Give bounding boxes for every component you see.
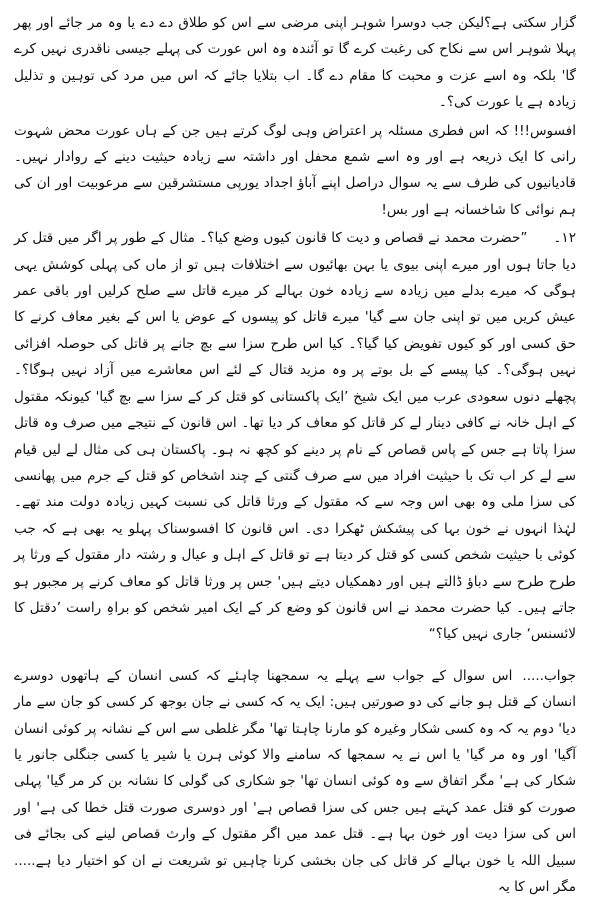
paragraph-1: گزار سکتی ہے؟لیکن جب دوسرا شوہر اپنی مرضی سے اس کو طلاق دے دے یا وہ مر جائے اور پھر پہلا شوہر اس سے نکاح کی رغبت کرے گا تو آئندہ وہ اس عورت کی پہلے جیسی ناقدری نہیں کرے گا' بلکہ وہ اسے عزت و محبت کا مقام دے گا۔ اب بتلایا جائے کہ اس میں مرد کی توہین و تذلیل زیادہ ہے یا عورت کی؟۔ [14,15,576,111]
section-gap [14,648,576,663]
answer-paragraph [14,663,576,900]
answer-text: اس سوال کے جواب سے پہلے یہ سمجھنا چاہئے کہ کسی انسان کے ہاتھوں دوسرے انسان کے قتل ہو جانے کی دو صورتیں ہیں: ایک یہ کہ کسی نے جان بوجھ کر کسی کو جان سے مار دیا' دوم یہ کہ وہ کسی شکار وغیرہ کو مارنا چاہتا تھا' مگر غلطی سے اس کے نشانہ پر کوئی انسان آگیا' اور وہ مر گیا' یا اس نے یہ سمجھا کہ سامنے والا کوئی ہرن یا شیر یا کسی جنگلی جانور یا شکار کی ہے' مگر اتفاق سے وہ کوئی انسان تھا' جو شکاری کی گولی کا نشانہ بن کر مر گیا' پہلی صورت کو قتل عمد کہتے ہیں جس کی سزا قصاص ہے' اور دوسری صورت قتل خطا کی ہے' اور اس کی سزا دیت اور خون بہا ہے۔ قتل عمد میں اگر مقتول کے وارث قصاص لینے کی بجائے فی سبیل اللہ یا خون بہالے کر قاتل کی جان بخشی کرنا چاہیں تو شریعت نے ان کو اختیار دیا ہے..... مگر اس کا یہ [14,667,576,895]
question-number: ۱۲۔ [553,230,576,247]
question-paragraph [14,225,576,648]
answer-label: جواب..... [522,667,576,684]
question-text: ”حضرت محمد نے قصاص و دیت کا قانون کیوں وضع کیا؟۔ مثال کے طور پر اگر میں قتل کر دیا جاتا ہوں اور میرے اپنی بیوی یا بہن بھائیوں سے اختلافات ہیں تو از ماں کی پہلی کوشش یہی ہوگی کہ میرے بدلے میں زیادہ سے زیادہ خون بہالے کر میرے قاتل سے صلح کرلیں اور باقی عمر عیش کریں میں تو اپنی جان سے گیا' میرے قاتل کو پیسوں کے عوض یا اس کے بغیر معاف کرنے کا حق کسی اور کو کیوں تفویض کیا گیا؟۔ کیا اس طرح سزا سے بچ جانے پر قاتل کی حوصلہ افزائی نہیں ہوگی؟۔ کیا پیسے کے بل بوتے پر وہ مزید قتال کے لئے اس معاشرے میں آزاد نہیں ہوگا؟۔ پچھلے دنوں سعودی عرب میں ایک شیخ ’ایک پاکستانی کو قتل کر کے سزا سے بچ گیا' کیونکہ مقتول کے اہل خانہ نے کافی دینار لے کر قاتل کو معاف کر دیا تھا۔ اس قانون کے نتیجے میں صرف وہ قاتل سزا پاتا ہے جس کے پاس قصاص کے نام پر دینے کو کچھ نہ ہو۔ پاکستان ہی کی مثال لے لیں قیام سے لے کر اب تک با حیثیت افراد میں سے صرف گنتی کے چند اشخاص کو قتل کے جرم میں پھانسی کی سزا ملی وہ بھی اس وجہ سے کہ مقتول کے ورثا قاتل کی نسبت کہیں زیادہ دولت مند تھے۔ لہٰذا انہوں نے خون بہا کی پیشکش ٹھکرا دی۔ اس قانون کا افسوسناک پہلو یہ بھی ہے کہ جب کوئی با حیثیت شخص کسی کو قتل کر دیتا ہے تو قاتل کے اہل و عیال و رشتہ دار مقتول کے ورثا پر طرح طرح سے دباؤ ڈالتے ہیں اور دھمکیاں دیتے ہیں' جس پر ورثا قاتل کو معاف کرنے پر مجبور ہو جاتے ہیں۔ کیا حضرت محمد نے اس قانون کو وضع کر کے ایک امیر شخص کو براہِ راست ’دقتل کا لائسنس‘ جاری نہیں کیا؟“ [14,230,576,643]
paragraph-2: افسوس!!! کہ اس فطری مسئلہ پر اعتراض وہی لوگ کرتے ہیں جن کے ہاں عورت محض شہوت رانی کا ایک ذریعہ ہے اور وہ اسے شمع محفل اور داشتہ سے زیادہ حیثیت دینے کے روادار نہیں۔ قادیانیوں کی طرف سے یہ سوال دراصل اپنے آباؤ اجداد یورپی مستشرقین سے مرعوبیت اور ان کی ہم نوائی کا شاخسانہ ہے اور بس! [14,122,576,218]
